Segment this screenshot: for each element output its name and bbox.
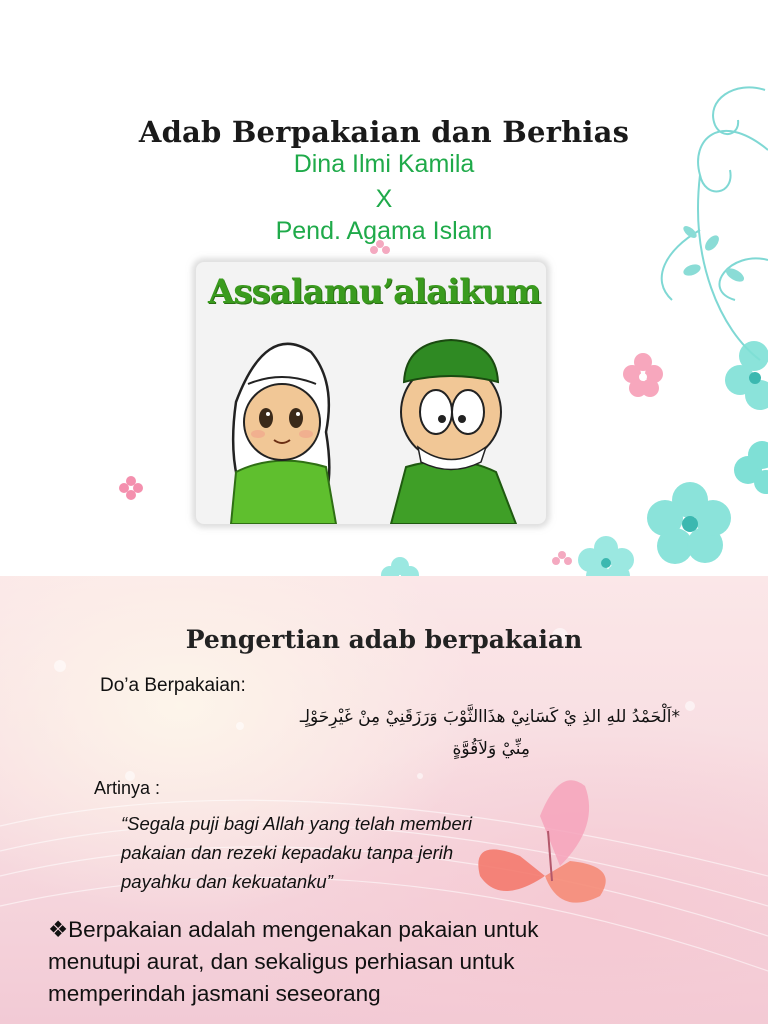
pink-flower-icon	[119, 476, 143, 500]
meaning-label: Artinya :	[94, 778, 161, 798]
arabic-prayer-line-1: *اَلْحَمْدُ للهِ الذِ يْ كَسَانِيْ هذَاالثَّوْبَ وَرَزَقَنِيْ مِنْ غَيْرِحَوْلٍـ	[299, 707, 680, 727]
slide-heading: Pengertian adab berpakaian	[185, 624, 583, 654]
point-line: memperindah jasmani seseorang	[48, 981, 381, 1006]
slide-definition	[0, 576, 768, 1024]
assalamualaikum-illustration	[196, 262, 546, 524]
point-line: Berpakaian adalah mengenakan pakaian untuk	[68, 917, 539, 942]
class-label: X	[375, 185, 393, 213]
meaning-line: “Segala puji bagi Allah yang telah memberi	[121, 813, 473, 834]
pink-flower-icon	[623, 353, 663, 397]
doa-label: Do’a Berpakaian:	[100, 675, 246, 696]
arabic-prayer-line-2: مِنِّيْ وَلاَقُوَّةٍ	[452, 739, 530, 759]
subject-name: Pend. Agama Islam	[275, 217, 493, 245]
author-name: Dina Ilmi Kamila	[293, 150, 475, 178]
boy-cartoon	[391, 340, 516, 524]
slide-title-text: Adab Berpakaian dan Berhias	[138, 115, 630, 150]
diamond-bullet-icon: ❖	[48, 917, 69, 942]
meaning-line: payahku dan kekuatanku”	[121, 871, 333, 892]
teal-flower-icon	[381, 557, 419, 576]
point-line: menutupi aurat, dan sekaligus perhiasan untuk	[48, 949, 515, 974]
teal-flower-icon	[725, 341, 768, 410]
girl-cartoon	[231, 344, 336, 524]
teal-flower-icon	[734, 441, 768, 494]
teal-flower-icon	[647, 482, 731, 564]
prayer-meaning	[121, 809, 591, 896]
teal-flower-icon	[578, 536, 634, 576]
pink-flower-icon	[552, 551, 572, 565]
definition-point	[48, 914, 728, 1010]
assalamualaikum-caption: Assalamu’alaikum	[208, 272, 541, 312]
meaning-line: pakaian dan rezeki kepadaku tanpa jerih	[121, 842, 454, 863]
